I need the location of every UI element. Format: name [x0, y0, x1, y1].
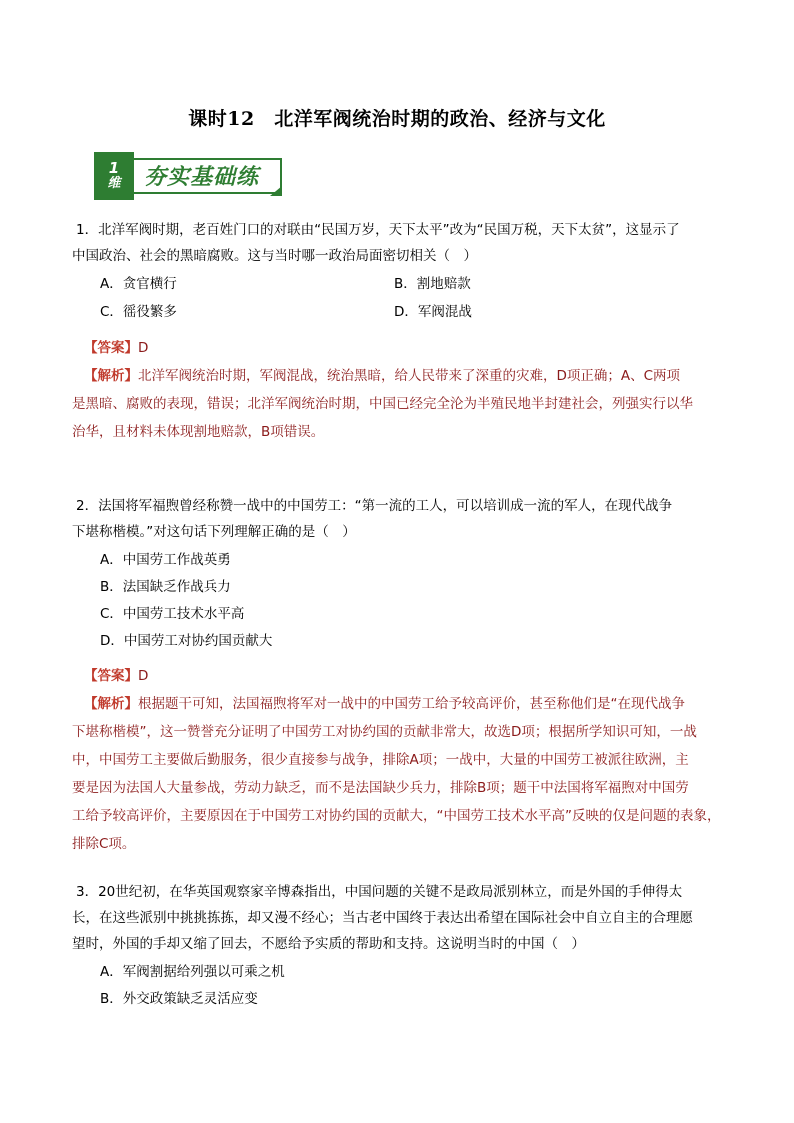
- option-d: D．军阀混战: [394, 304, 472, 320]
- question-text-line: 长，在这些派别中挑挑拣拣，却又漫不经心；当古老中国终于表达出希望在国际社会中自立自主的合理愿: [72, 910, 693, 926]
- badge-unit: 维: [107, 176, 121, 192]
- answer-value: D: [138, 340, 149, 356]
- question-text-line: 中国政治、社会的黑暗腐败。这与当时哪一政治局面密切相关（ ）: [72, 248, 477, 264]
- analysis-line: 中，中国劳工主要做后勤服务，很少直接参与战争，排除A项；一战中，大量的中国劳工被派往欧洲，主: [72, 752, 689, 768]
- option-b: B．割地赔款: [394, 276, 471, 292]
- question-1: [72, 220, 724, 460]
- question-text-line: 望时，外国的手却又缩了回去，不愿给予实质的帮助和支持。这说明当时的中国（ ）: [72, 936, 585, 952]
- option-d: D．中国劳工对协约国贡献大: [100, 633, 273, 649]
- option-a: A．中国劳工作战英勇: [100, 552, 231, 568]
- analysis-text: 北洋军阀统治时期，军阀混战，统治黑暗，给人民带来了深重的灾难，D项正确；A、C两项: [138, 368, 681, 384]
- badge-number-block: [94, 152, 134, 200]
- analysis-line: 下堪称楷模”，这一赞誉充分证明了中国劳工对协约国的贡献非常大，故选D项；根据所学知识可知，一战: [72, 724, 697, 740]
- option-b: B．法国缺乏作战兵力: [100, 579, 231, 595]
- analysis-line: 是黑暗、腐败的表现，错误；北洋军阀统治时期，中国已经完全沦为半殖民地半封建社会，列强实行以华: [72, 396, 693, 412]
- option-a: A．贪官横行: [100, 276, 177, 292]
- analysis-line: 排除C项。: [72, 836, 136, 852]
- question-text-line: 3．20世纪初，在华英国观察家辛博森指出，中国问题的关键不是政局派别林立，而是外国的手伸得太: [76, 884, 683, 900]
- question-text-line: 下堪称楷模。”对这句话下列理解正确的是（ ）: [72, 524, 356, 540]
- answer-line: [84, 338, 148, 358]
- badge-tail-decoration: [270, 186, 282, 196]
- answer-value: D: [138, 668, 149, 684]
- question-text-line: 2．法国将军福煦曾经称赞一战中的中国劳工：“第一流的工人，可以培训成一流的军人，在现代战争: [76, 498, 673, 514]
- answer-tag: 【答案】: [84, 340, 138, 356]
- answer-tag: 【答案】: [84, 668, 138, 684]
- option-c: C．徭役繁多: [100, 304, 177, 320]
- option-b: B．外交政策缺乏灵活应变: [100, 991, 258, 1007]
- analysis-line: [84, 366, 680, 386]
- section-badge: [94, 152, 288, 200]
- analysis-line: 要是因为法国人大量参战，劳动力缺乏，而不是法国缺少兵力，排除B项；题干中法国将军福煦对中国劳: [72, 780, 689, 796]
- analysis-line: 治华，且材料未体现割地赔款，B项错误。: [72, 424, 325, 440]
- analysis-text: 根据题干可知，法国福煦将军对一战中的中国劳工给予较高评价，甚至称他们是“在现代战争: [138, 696, 685, 712]
- option-a: A．军阀割据给列强以可乘之机: [100, 964, 285, 980]
- question-text-line: 1．北洋军阀时期，老百姓门口的对联由“民国万岁，天下太平”改为“民国万税，天下太贫”，这显示了: [76, 222, 680, 238]
- question-3: [72, 882, 724, 1022]
- analysis-line: 工给予较高评价，主要原因在于中国劳工对协约国的贡献大，“中国劳工技术水平高”反映的仅是问题的表象，: [72, 808, 721, 824]
- option-c: C．中国劳工技术水平高: [100, 606, 245, 622]
- analysis-tag: 【解析】: [84, 696, 138, 712]
- analysis-tag: 【解析】: [84, 368, 138, 384]
- answer-line: [84, 666, 148, 686]
- page-title: 课时12 北洋军阀统治时期的政治、经济与文化: [188, 108, 606, 130]
- badge-number: 1: [108, 159, 120, 178]
- question-2: [72, 496, 724, 876]
- section-label: 夯实基础练: [144, 165, 260, 190]
- analysis-line: [84, 694, 685, 714]
